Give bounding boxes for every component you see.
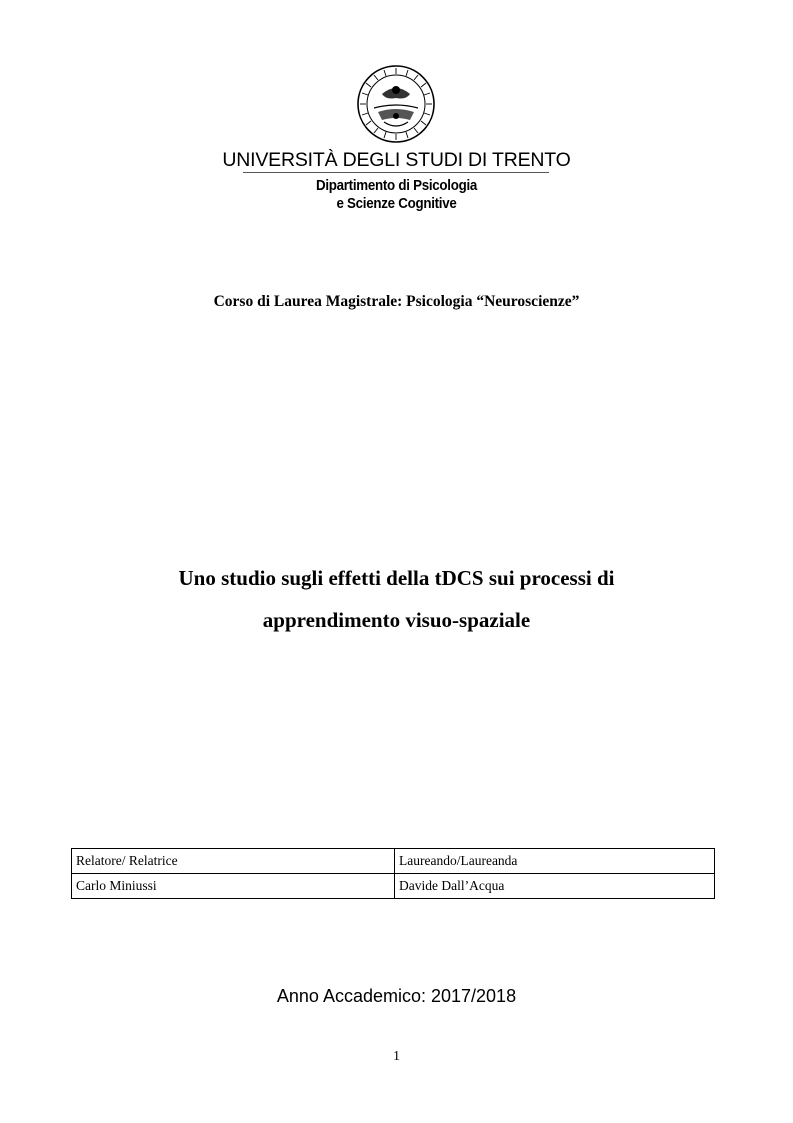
academic-year: Anno Accademico: 2017/2018	[276, 986, 517, 1006]
page-number: 1	[393, 1049, 400, 1064]
university-name: UNIVERSITÀ DEGLI STUDI DI TRENTO	[222, 149, 571, 171]
table-header-row	[72, 849, 715, 874]
table-row	[72, 874, 715, 899]
student-header: Laureando/Laureanda	[395, 849, 715, 874]
department-line-1: Dipartimento di Psicologia	[315, 178, 478, 194]
department-line-2: e Scienze Cognitive	[336, 196, 457, 212]
thesis-title-line-2: apprendimento visuo-spaziale	[262, 608, 531, 632]
thesis-title-line-1: Uno studio sugli effetti della tDCS sui processi di	[178, 566, 615, 590]
supervisor-name: Carlo Miniussi	[72, 874, 395, 899]
student-name: Davide Dall’Acqua	[395, 874, 715, 899]
people-table	[71, 848, 715, 899]
university-seal-icon	[356, 64, 436, 144]
university-name-rule	[243, 172, 549, 173]
course-name: Corso di Laurea Magistrale: Psicologia “Neuroscienze”	[213, 293, 580, 310]
supervisor-header: Relatore/ Relatrice	[72, 849, 395, 874]
